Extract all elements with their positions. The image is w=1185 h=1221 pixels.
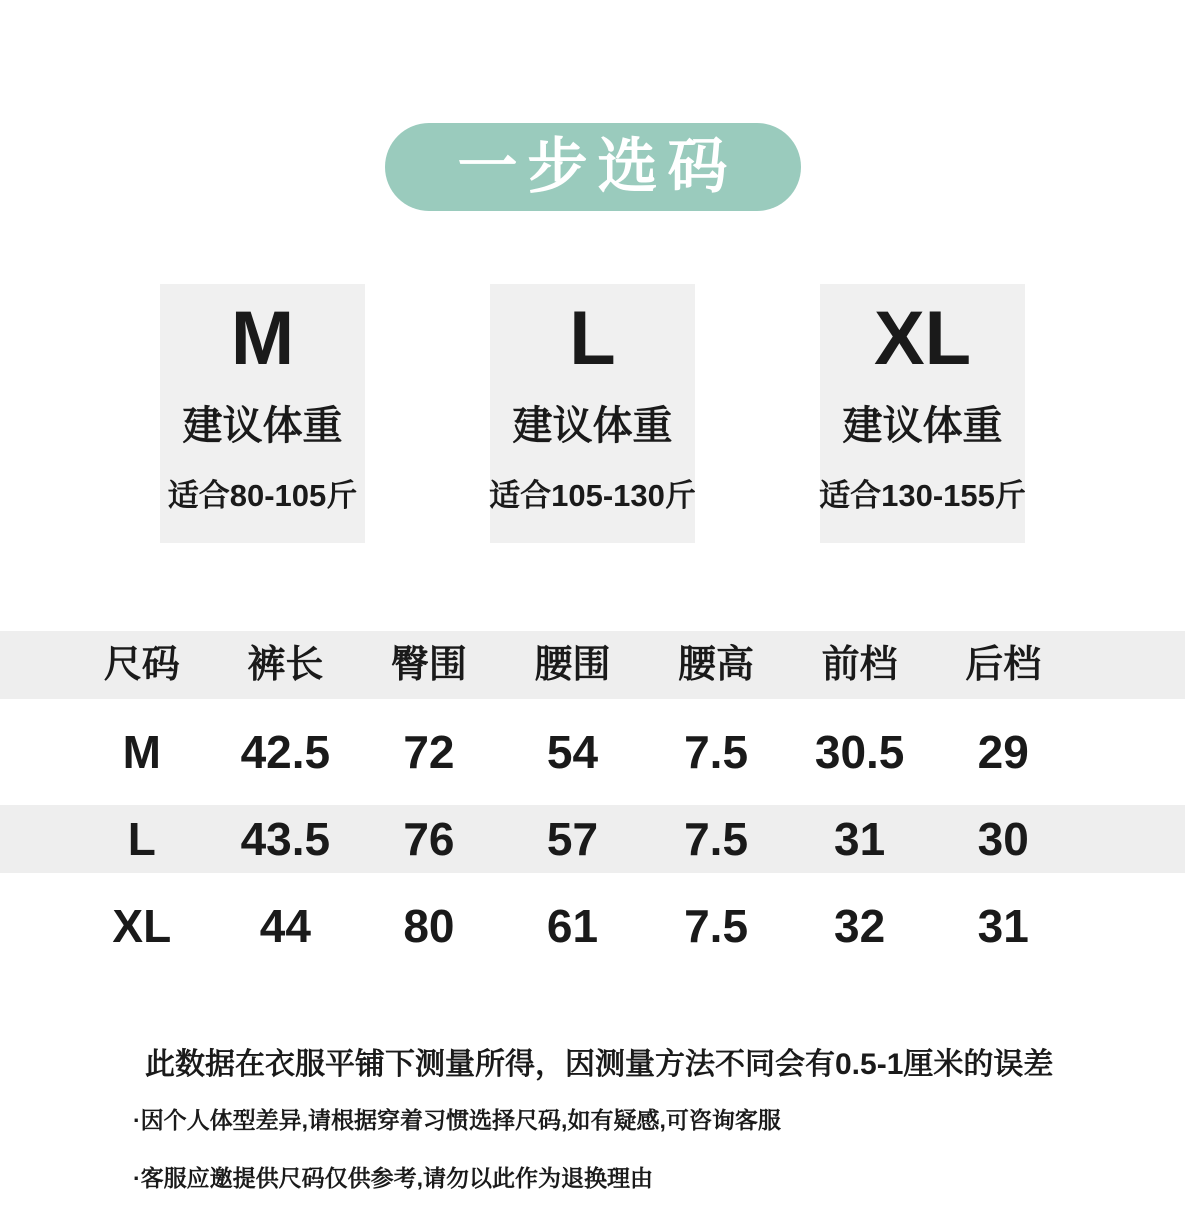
col-header-size: 尺码 — [103, 644, 180, 686]
table-header-row — [0, 631, 1185, 699]
size-card-m — [160, 284, 365, 543]
size-card-xl — [820, 284, 1025, 543]
size-letter: L — [569, 296, 616, 381]
cell-size: M — [122, 726, 161, 778]
cell-value: 30.5 — [814, 726, 905, 778]
cell-value: 31 — [977, 900, 1029, 952]
cell-value: 76 — [403, 813, 455, 865]
cell-value: 7.5 — [684, 813, 749, 865]
footnotes — [0, 1044, 1185, 1194]
table-row-m — [0, 718, 1185, 786]
cell-value: 29 — [977, 726, 1029, 778]
col-header-waist-height: 腰高 — [678, 644, 755, 686]
cell-value: 54 — [546, 726, 599, 778]
weight-range: 适合80-105斤 — [167, 478, 358, 513]
cell-value: 32 — [834, 900, 886, 952]
body-type-note: ·因个人体型差异,请根据穿着习惯选择尺码,如有疑感,可咨询客服 — [133, 1107, 781, 1133]
cell-value: 43.5 — [240, 813, 331, 865]
cell-size: XL — [112, 900, 172, 952]
cell-value: 57 — [546, 813, 599, 865]
weight-label: 建议体重 — [512, 404, 673, 448]
size-letter: XL — [873, 296, 972, 381]
cell-size: L — [127, 813, 156, 865]
cell-value: 31 — [834, 813, 886, 865]
weight-range: 适合105-130斤 — [489, 478, 696, 513]
col-header-hip: 臀围 — [390, 644, 467, 686]
col-header-front-rise: 前档 — [821, 644, 898, 686]
page-title: 一步选码 — [457, 133, 738, 200]
table-row-l — [0, 805, 1185, 873]
weight-label: 建议体重 — [182, 404, 343, 448]
weight-label: 建议体重 — [842, 404, 1003, 448]
col-header-waist: 腰围 — [534, 644, 611, 686]
cell-value: 7.5 — [684, 726, 749, 778]
measurement-table — [0, 631, 1185, 960]
cell-value: 44 — [259, 900, 311, 952]
measurement-disclaimer: 此数据在衣服平铺下测量所得，因测量方法不同会有0.5-1厘米的误差 — [145, 1048, 1054, 1081]
customer-service-note: ·客服应邀提供尺码仅供参考,请勿以此作为退换理由 — [133, 1165, 654, 1191]
cell-value: 61 — [546, 900, 599, 952]
cell-value: 30 — [977, 813, 1029, 865]
size-card-l — [490, 284, 695, 543]
size-letter: M — [230, 296, 295, 381]
table-row-xl — [0, 892, 1185, 960]
col-header-back-rise: 后档 — [965, 644, 1042, 686]
cell-value: 72 — [403, 726, 455, 778]
col-header-pant-length: 裤长 — [247, 644, 324, 686]
size-cards — [0, 284, 1185, 543]
cell-value: 80 — [403, 900, 455, 952]
cell-value: 7.5 — [684, 900, 749, 952]
weight-range: 适合130-155斤 — [819, 478, 1026, 513]
cell-value: 42.5 — [240, 726, 331, 778]
title-pill — [385, 123, 801, 211]
